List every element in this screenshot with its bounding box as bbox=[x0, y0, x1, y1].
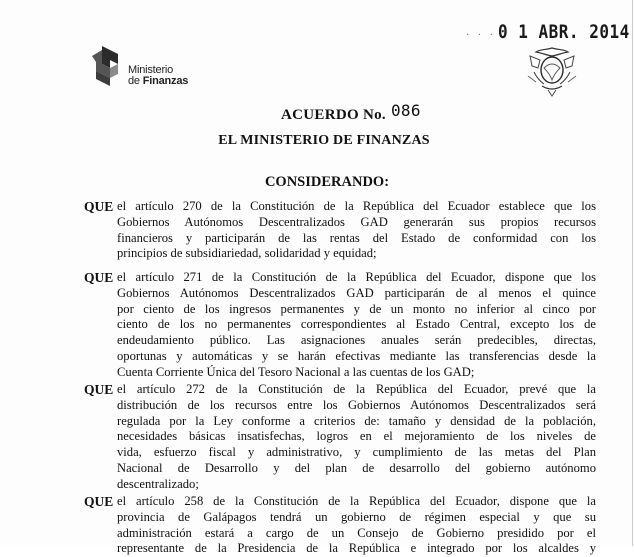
clause-line: oportunas y automáticas y se harán efectivas mediante las transferencias desde la bbox=[117, 348, 596, 363]
ministry-emblem-icon bbox=[88, 44, 126, 88]
logo-line-2-prefix: de bbox=[128, 75, 143, 87]
clause-line: el artículo 270 de la Constitución de la República del Ecuador establece que los bbox=[117, 199, 596, 213]
clause-line: financieros y participarán de las rentas del Estado de conformidad con los bbox=[117, 230, 596, 245]
clause-line: Cuenta Corriente Única del Tesoro Nacional a las cuentas de los GAD; bbox=[117, 364, 475, 379]
clause-keyword: QUE bbox=[84, 270, 114, 285]
clause-line: administración estará a cargo de un Consejo de Gobierno presidido por el bbox=[117, 525, 596, 540]
clause-body bbox=[117, 382, 596, 493]
coat-of-arms-icon bbox=[524, 46, 580, 98]
clause-line: principios de subsidiariedad, solidaridad y equidad; bbox=[117, 246, 377, 261]
clause-line: necesidades básicas insatisfechas, logros en el mejoramiento de los niveles de bbox=[117, 429, 596, 444]
clause-line: el artículo 272 de la Constitución de la República del Ecuador, prevé que la bbox=[117, 382, 596, 396]
logo-line-2-bold: Finanzas bbox=[142, 75, 189, 87]
clause-line: el artículo 271 de la Constitución de la República del Ecuador, dispone que los bbox=[117, 270, 596, 284]
clause-2 bbox=[84, 270, 596, 381]
page-edge bbox=[632, 0, 633, 546]
clause-line: provincia de Galápagos tendrá un gobierno de régimen especial y que su bbox=[117, 509, 596, 524]
acuerdo-heading bbox=[281, 101, 421, 124]
ministerio-heading: EL MINISTERIO DE FINANZAS bbox=[218, 133, 430, 148]
stamp-dots: · · · bbox=[466, 30, 496, 41]
coat-of-arms-seal bbox=[524, 46, 580, 98]
ministry-logo bbox=[88, 44, 208, 94]
clause-4 bbox=[84, 494, 596, 557]
clause-line: regulada por la Ley conforme a criterios de: tamaño y densidad de la población, bbox=[117, 413, 596, 428]
clause-1 bbox=[84, 199, 596, 262]
clause-keyword: QUE bbox=[84, 382, 114, 397]
logo-line-1: Ministerio bbox=[128, 64, 174, 76]
clause-line: Gobiernos Autónomos Descentralizados GAD participarán de al menos el quince bbox=[117, 285, 596, 300]
clause-keyword: QUE bbox=[84, 494, 114, 509]
date-stamp: 0 1 ABR. 2014 bbox=[498, 20, 630, 43]
clause-3 bbox=[84, 382, 596, 493]
clause-line: Nacional de Desarrollo y del plan de desarrollo del gobierno autónomo bbox=[117, 460, 596, 475]
clause-keyword: QUE bbox=[84, 199, 114, 214]
acuerdo-number: 086 bbox=[390, 101, 421, 120]
clause-body bbox=[117, 199, 596, 262]
clause-line: vida, esfuerzo fiscal y administrativo, y cumplimiento de las metas del Plan bbox=[117, 445, 596, 460]
clause-line: descentralizado; bbox=[117, 476, 199, 491]
clause-line: endeudamiento público. Las asignaciones anuales serán predecibles, directas, bbox=[117, 333, 596, 348]
clause-line: distribución de los recursos entre los Gobiernos Autónomos Descentralizados será bbox=[117, 397, 596, 412]
logo-line-2 bbox=[128, 76, 188, 87]
considerando-heading: CONSIDERANDO: bbox=[264, 174, 390, 190]
clause-line: el artículo 258 de la Constitución de la República del Ecuador, dispone que la bbox=[117, 494, 596, 508]
clause-line: ciento de los no permanentes correspondientes al Estado Central, excepto los de bbox=[117, 317, 596, 332]
logo-wordmark bbox=[128, 65, 188, 87]
clause-line: Gobiernos Autónomos Descentralizados GAD generarán sus propios recursos bbox=[117, 214, 596, 229]
acuerdo-label: ACUERDO No. bbox=[281, 107, 386, 123]
clause-body bbox=[117, 494, 596, 557]
clause-line: representante de la Presidencia de la República e integrado por los alcaldes y bbox=[117, 541, 596, 556]
clause-body bbox=[117, 270, 596, 381]
clause-line: por ciento de los ingresos permanentes y de un monto no inferior al cinco por bbox=[117, 301, 596, 316]
